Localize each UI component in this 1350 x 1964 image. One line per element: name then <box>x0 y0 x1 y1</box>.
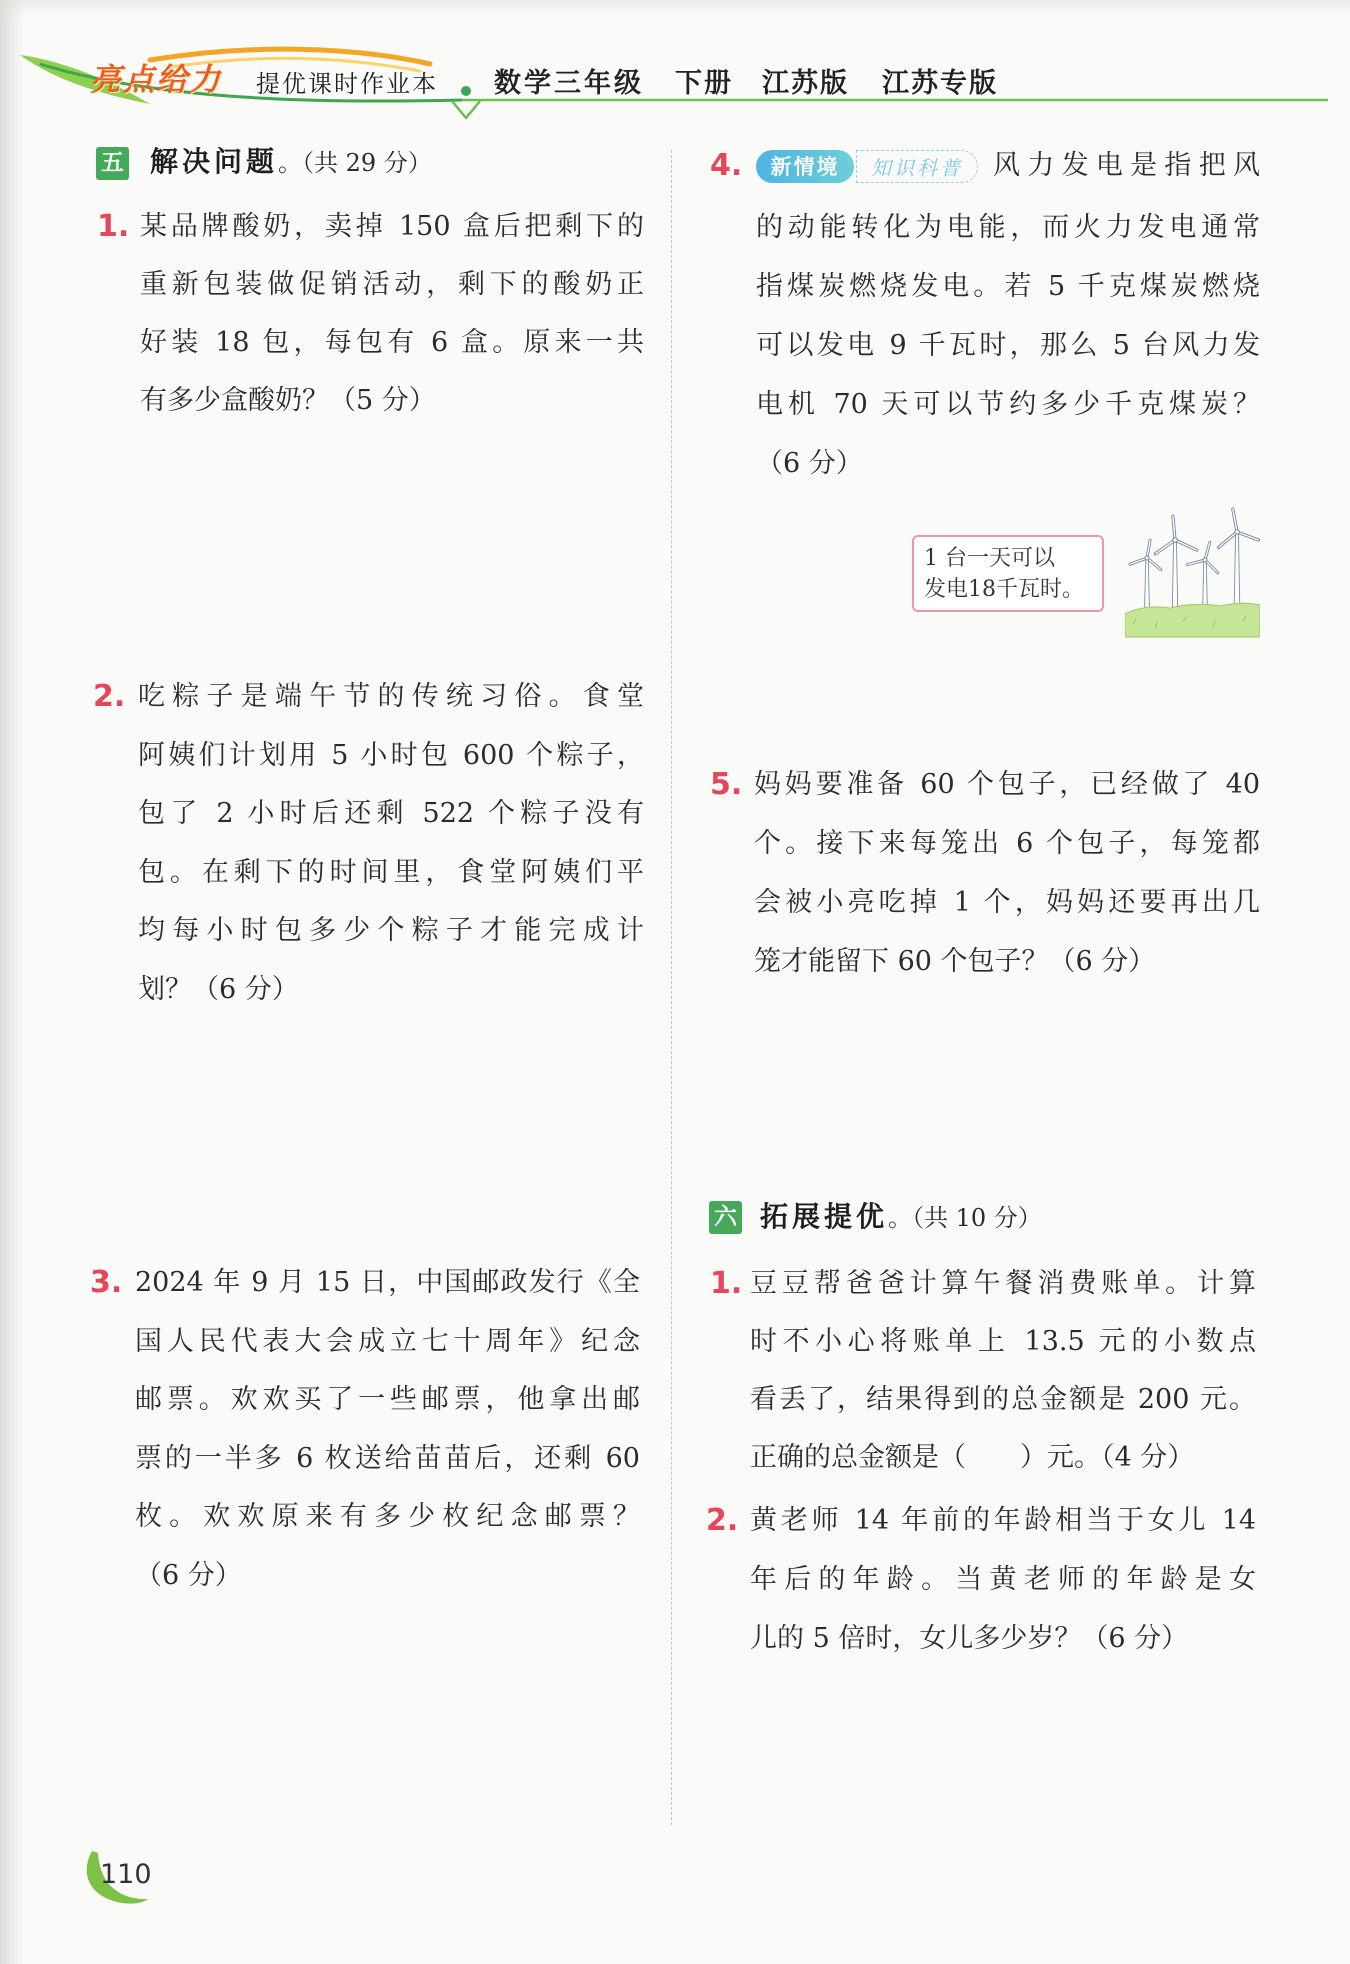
question-text-line: 包了 2 小时后还剩 522 个粽子没有 <box>138 798 644 829</box>
question-text-line: 电机 70 天可以节约多少千克煤炭？ <box>756 389 1260 420</box>
new-context-tag: 新情境 <box>756 150 854 183</box>
brand-logo-text: 亮点给力 <box>90 62 222 98</box>
science-topic-tag: 知识科普 <box>856 150 978 183</box>
question-text-line: 妈妈要准备 60 个包子，已经做了 40 <box>754 769 1260 800</box>
question-text-line: 某品牌酸奶，卖掉 150 盒后把剩下的 <box>140 211 644 242</box>
volume-label: 下册 <box>675 68 733 99</box>
grass-hill <box>1125 603 1260 637</box>
question-text-line: 豆豆帮爸爸计算午餐消费账单。计算 <box>750 1268 1256 1299</box>
question-text-line: 票的一半多 6 枚送给苗苗后，还剩 60 <box>135 1442 640 1474</box>
question-text-line: 均每小时包多少个粽子才能完成计 <box>138 915 644 946</box>
question-text-line: 划？（6 分） <box>138 973 299 1005</box>
question-4 <box>756 198 1260 493</box>
question-text-line: 枚。欢欢原来有多少枚纪念邮票？ <box>135 1501 640 1532</box>
section-title: 拓展提优 <box>760 1200 889 1233</box>
section-score: 。（共 29 分） <box>278 149 432 177</box>
question-text-line: 吃粽子是端午节的传统习俗。食堂 <box>138 681 644 712</box>
question-text-line: 看丢了，结果得到的总金额是 200 元。 <box>750 1384 1256 1415</box>
question-text-line: 笼才能留下 60 个包子？（6 分） <box>754 946 1156 977</box>
wind-turbines-icon <box>1125 506 1260 640</box>
question-text-line: 有多少盒酸奶？（5 分） <box>140 385 436 416</box>
question-text-line: 可以发电 9 千瓦时，那么 5 台风力发 <box>756 330 1260 361</box>
section-score: 。（共 10 分） <box>888 1204 1042 1232</box>
extension-question-1 <box>750 1255 1256 1487</box>
question-text-line: 重新包装做促销活动，剩下的酸奶正 <box>140 269 644 300</box>
question-text-line: 年后的年龄。当黄老师的年龄是女 <box>750 1564 1256 1595</box>
question-text-line: 儿的 5 倍时，女儿多少岁？（6 分） <box>750 1623 1189 1654</box>
question-text-line: 正确的总金额是（ ）元。（4 分） <box>750 1442 1195 1473</box>
question-text-line: 的动能转化为电能，而火力发电通常 <box>756 212 1260 243</box>
question-3 <box>135 1254 640 1605</box>
subject-label: 数学三年级 <box>494 68 644 99</box>
question-text-line: 2024 年 9 月 15 日，中国邮政发行《全 <box>135 1267 640 1298</box>
question-number: 5. <box>710 767 743 802</box>
question-text-line: 时不小心将账单上 13.5 元的小数点 <box>750 1326 1256 1357</box>
section-heading <box>150 142 432 182</box>
question-text-line: 指煤炭燃烧发电。若 5 千克煤炭燃烧 <box>756 271 1260 302</box>
question-text-line: （6 分） <box>135 1559 242 1591</box>
question-1 <box>140 198 644 430</box>
edition-label: 江苏版 <box>762 68 849 99</box>
special-edition-label: 江苏专版 <box>882 68 998 99</box>
question-text-line: 好装 18 包，每包有 6 盒。原来一共 <box>140 327 644 358</box>
question-number: 1. <box>97 209 130 244</box>
callout-text-line: 1 台一天可以 <box>924 546 1055 571</box>
question-number: 2. <box>706 1503 739 1538</box>
question-text-line: 黄老师 14 年前的年龄相当于女儿 14 <box>750 1505 1256 1536</box>
question-text-line: 邮票。欢欢买了一些邮票，他拿出邮 <box>135 1384 640 1415</box>
section-badge: 五 <box>96 147 129 180</box>
extension-question-2 <box>750 1491 1256 1668</box>
hint-callout-box <box>912 535 1104 612</box>
question-text-line: 国人民代表大会成立七十周年》纪念 <box>135 1325 640 1357</box>
question-4-first-line <box>756 136 1260 196</box>
wind-turbine-icon <box>1130 540 1161 612</box>
question-number: 1. <box>710 1266 743 1301</box>
question-number: 3. <box>90 1265 123 1300</box>
question-number: 2. <box>93 679 126 714</box>
page-scan-shadow-left <box>0 0 24 1964</box>
section-heading <box>760 1197 1042 1237</box>
callout-text-line: 发电18千瓦时。 <box>924 577 1084 602</box>
page-number: 110 <box>100 1859 152 1890</box>
question-text-line: 风力发电是指把风 <box>993 150 1260 181</box>
question-text-line: 会被小亮吃掉 1 个，妈妈还要再出几 <box>754 887 1260 918</box>
question-text-line: 包。在剩下的时间里，食堂阿姨们平 <box>138 856 644 888</box>
section-badge: 六 <box>709 1201 742 1234</box>
question-text-line: （6 分） <box>756 448 863 479</box>
question-5 <box>754 755 1260 991</box>
question-text-line: 个。接下来每笼出 6 个包子，每笼都 <box>754 828 1260 859</box>
wind-turbine-icon <box>1219 509 1259 618</box>
column-divider <box>671 150 672 1825</box>
question-text-line: 阿姨们计划用 5 小时包 600 个粽子， <box>138 739 644 771</box>
question-number: 4. <box>710 148 743 183</box>
question-2 <box>138 668 644 1019</box>
series-title: 提优课时作业本 <box>256 70 438 98</box>
section-title: 解决问题 <box>150 145 279 178</box>
